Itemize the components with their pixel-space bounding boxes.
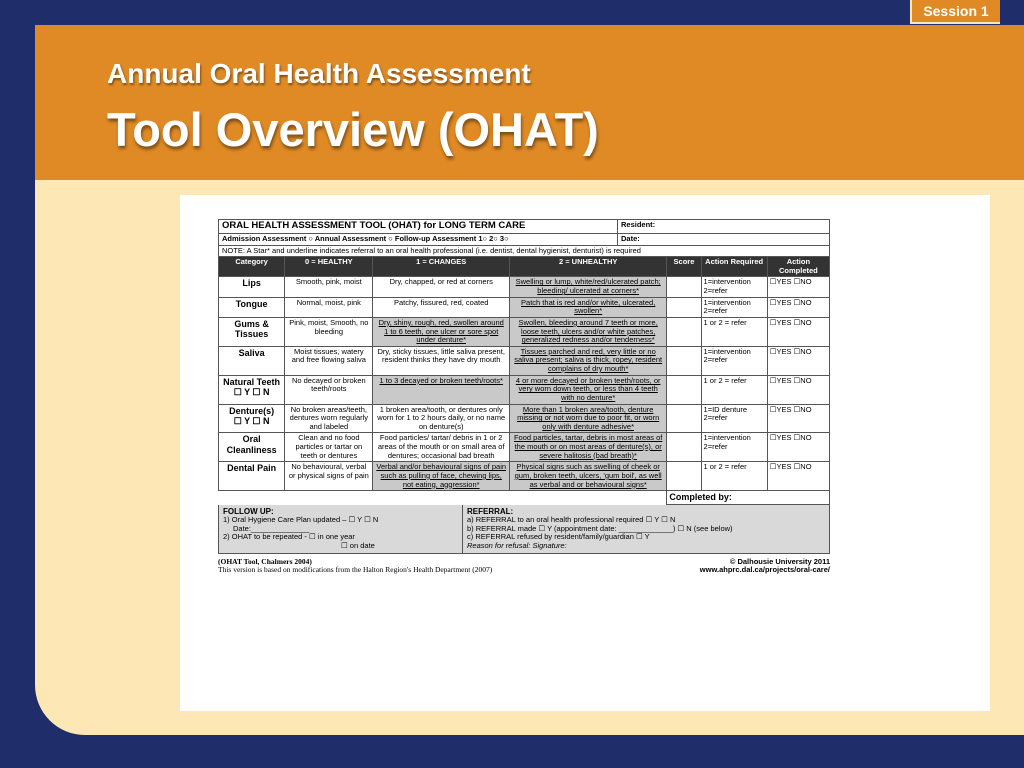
action-required-cell: 1=intervention 2=refer <box>701 297 767 317</box>
credits-left <box>218 558 492 575</box>
healthy-cell: Clean and no food particles or tartar on teeth or dentures <box>285 433 373 462</box>
column-header: Score <box>667 257 701 277</box>
category-cell <box>219 462 285 491</box>
form-image <box>180 195 990 711</box>
healthy-cell: No decayed or broken teeth/roots <box>285 375 373 404</box>
changes-cell: Dry, shiny, rough, red, swollen around 1 to 6 teeth, one ulcer or sore spot under denture* <box>373 317 509 346</box>
credit-copyright: © Dalhousie University 2011 <box>729 556 830 566</box>
category-cell <box>219 297 285 317</box>
unhealthy-cell: More than 1 broken area/tooth, denture missing or not worn due to poor fit, or worn only with denture adhesive* <box>509 404 667 433</box>
category-name: Lips <box>242 278 261 289</box>
action-required-cell: 1=ID denture 2=refer <box>701 404 767 433</box>
slide-title-line1: Annual Oral Health Assessment <box>107 58 531 89</box>
category-cell <box>219 433 285 462</box>
referral-line: a) REFERRAL to an oral health professional required ☐ Y ☐ N <box>467 515 676 525</box>
table-row <box>219 375 830 404</box>
top-strip <box>35 0 1024 25</box>
completed-by-row <box>219 491 830 504</box>
referral-section <box>463 505 829 553</box>
category-cell <box>219 346 285 375</box>
table-row <box>219 346 830 375</box>
healthy-cell: Smooth, pink, moist <box>285 277 373 297</box>
column-header: Action Completed <box>767 257 829 277</box>
category-name: Dental Pain <box>227 463 277 474</box>
action-completed-cell[interactable]: ☐YES ☐NO <box>767 404 829 433</box>
form-note: NOTE: A Star* and underline indicates referral to an oral health professional (i.e. dentist, dental hygienist, denturist) is required <box>218 246 830 257</box>
changes-cell: Dry, sticky tissues, little saliva present, resident thinks they have dry mouth <box>373 346 509 375</box>
category-yes-no[interactable]: ☐ Y ☐ N <box>233 415 270 426</box>
completed-by-label: Completed by: <box>667 491 830 504</box>
category-yes-no[interactable]: ☐ Y ☐ N <box>233 387 270 398</box>
session-label: Session 1 <box>910 0 1000 24</box>
score-cell[interactable] <box>667 462 701 491</box>
table-row <box>219 433 830 462</box>
category-name: Saliva <box>238 347 265 358</box>
empty-cell <box>509 491 667 504</box>
category-cell <box>219 317 285 346</box>
unhealthy-cell: Physical signs such as swelling of cheek or gum, broken teeth, ulcers, 'gum boil', as well as verbal and or behavioural signs* <box>509 462 667 491</box>
column-header: 2 = UNHEALTHY <box>509 257 667 277</box>
category-cell <box>219 404 285 433</box>
slide-frame <box>35 0 1024 735</box>
action-required-cell: 1=intervention 2=refer <box>701 277 767 297</box>
action-completed-cell[interactable]: ☐YES ☐NO <box>767 297 829 317</box>
unhealthy-cell: Food particles, tartar, debris in most areas of the mouth or on most areas of denture(s), or severe halitosis (bad breath)* <box>509 433 667 462</box>
slide-title-line2: Tool Overview (OHAT) <box>107 103 599 156</box>
unhealthy-cell: Tissues parched and red, very little or no saliva present; saliva is thick, ropey, resident complains of dry mouth* <box>509 346 667 375</box>
changes-cell: 1 to 3 decayed or broken teeth/roots* <box>373 375 509 404</box>
action-completed-cell[interactable]: ☐YES ☐NO <box>767 277 829 297</box>
action-completed-cell[interactable]: ☐YES ☐NO <box>767 317 829 346</box>
changes-cell: Verbal and/or behavioural signs of pain such as pulling of face, chewing lips, not eating, aggression* <box>373 462 509 491</box>
credit-source: (OHAT Tool, Chalmers 2004) <box>218 556 312 566</box>
form-footer <box>218 505 830 554</box>
category-cell <box>219 375 285 404</box>
form-subheader <box>218 234 830 246</box>
table-row <box>219 317 830 346</box>
column-header: Category <box>219 257 285 277</box>
score-cell[interactable] <box>667 346 701 375</box>
column-header: 0 = HEALTHY <box>285 257 373 277</box>
score-cell[interactable] <box>667 433 701 462</box>
category-name: Tongue <box>235 298 268 309</box>
category-cell <box>219 277 285 297</box>
action-required-cell: 1 or 2 = refer <box>701 462 767 491</box>
credits-right <box>700 558 830 575</box>
category-name: Oral Cleanliness <box>226 434 277 455</box>
unhealthy-cell: Swelling or lump, white/red/ulcerated patch; bleeding/ ulcerated at corners* <box>509 277 667 297</box>
follow-up-section <box>219 505 463 553</box>
follow-up-heading: FOLLOW UP: <box>223 506 274 516</box>
column-header: Action Required <box>701 257 767 277</box>
healthy-cell: Normal, moist, pink <box>285 297 373 317</box>
follow-up-line: Date:______________ <box>233 523 310 533</box>
table-row <box>219 297 830 317</box>
unhealthy-cell: 4 or more decayed or broken teeth/roots, or very worn down teeth, or less than 4 teeth with no denture* <box>509 375 667 404</box>
table-row <box>219 277 830 297</box>
credit-note: This version is based on modifications from the Halton Region's Health Department (2007) <box>218 565 493 575</box>
referral-line: c) REFERRAL refused by resident/family/guardian ☐ Y <box>467 532 650 542</box>
resident-label: Resident: <box>617 220 829 233</box>
empty-cell <box>219 491 285 504</box>
ohat-form <box>218 219 830 575</box>
unhealthy-cell: Swollen, bleeding around 7 teeth or more, loose teeth, ulcers and/or white patches, generalized redness and/or tenderness* <box>509 317 667 346</box>
table-header-row <box>219 257 830 277</box>
referral-heading: REFERRAL: <box>467 506 514 516</box>
score-cell[interactable] <box>667 317 701 346</box>
category-name: Natural Teeth <box>223 376 281 387</box>
changes-cell: Food particles/ tartar/ debris in 1 or 2 areas of the mouth or on small area of dentures; occasional bad breath <box>373 433 509 462</box>
healthy-cell: Moist tissues, watery and free flowing saliva <box>285 346 373 375</box>
healthy-cell: No behavioural, verbal or physical signs of pain <box>285 462 373 491</box>
action-required-cell: 1=intervention 2=refer <box>701 433 767 462</box>
credits <box>218 558 830 575</box>
changes-cell: Patchy, fissured, red, coated <box>373 297 509 317</box>
empty-cell <box>285 491 373 504</box>
category-name: Denture(s) <box>229 405 275 416</box>
empty-cell <box>373 491 509 504</box>
changes-cell: Dry, chapped, or red at corners <box>373 277 509 297</box>
follow-up-line: 2) OHAT to be repeated - ☐ in one year <box>223 532 355 542</box>
referral-line: Reason for refusal: Signature: <box>467 541 567 551</box>
score-cell[interactable] <box>667 375 701 404</box>
date-label: Date: <box>617 234 829 245</box>
follow-up-line: 1) Oral Hygiene Care Plan updated – ☐ Y ☐ N <box>223 515 379 525</box>
healthy-cell: No broken areas/teeth, dentures worn regularly and labeled <box>285 404 373 433</box>
assessment-table <box>218 256 830 504</box>
action-required-cell: 1 or 2 = refer <box>701 375 767 404</box>
form-title: ORAL HEALTH ASSESSMENT TOOL (OHAT) for LONG TERM CARE <box>222 220 526 231</box>
action-completed-cell[interactable]: ☐YES ☐NO <box>767 375 829 404</box>
healthy-cell: Pink, moist, Smooth, no bleeding <box>285 317 373 346</box>
unhealthy-cell: Patch that is red and/or white, ulcerated, swollen* <box>509 297 667 317</box>
category-name: Gums & Tissues <box>234 318 269 340</box>
score-cell[interactable] <box>667 277 701 297</box>
action-required-cell: 1 or 2 = refer <box>701 317 767 346</box>
action-completed-cell[interactable]: ☐YES ☐NO <box>767 433 829 462</box>
table-row <box>219 404 830 433</box>
follow-up-line: ☐ on date <box>341 541 375 551</box>
form-header <box>218 219 830 234</box>
changes-cell: 1 broken area/tooth, or dentures only worn for 1 to 2 hours daily, or no name on denture(s) <box>373 404 509 433</box>
table-body <box>219 277 830 504</box>
table-row <box>219 462 830 491</box>
assessment-types: Admission Assessment ○ Annual Assessment ○ Follow-up Assessment 1○ 2○ 3○ <box>222 233 509 243</box>
score-cell[interactable] <box>667 297 701 317</box>
action-completed-cell[interactable]: ☐YES ☐NO <box>767 462 829 491</box>
action-required-cell: 1=intervention 2=refer <box>701 346 767 375</box>
credit-url: www.ahprc.dal.ca/projects/oral-care/ <box>699 565 830 575</box>
score-cell[interactable] <box>667 404 701 433</box>
referral-line: b) REFERRAL made ☐ Y (appointment date: _____________) ☐ N (see below) <box>467 523 733 533</box>
column-header: 1 = CHANGES <box>373 257 509 277</box>
action-completed-cell[interactable]: ☐YES ☐NO <box>767 346 829 375</box>
